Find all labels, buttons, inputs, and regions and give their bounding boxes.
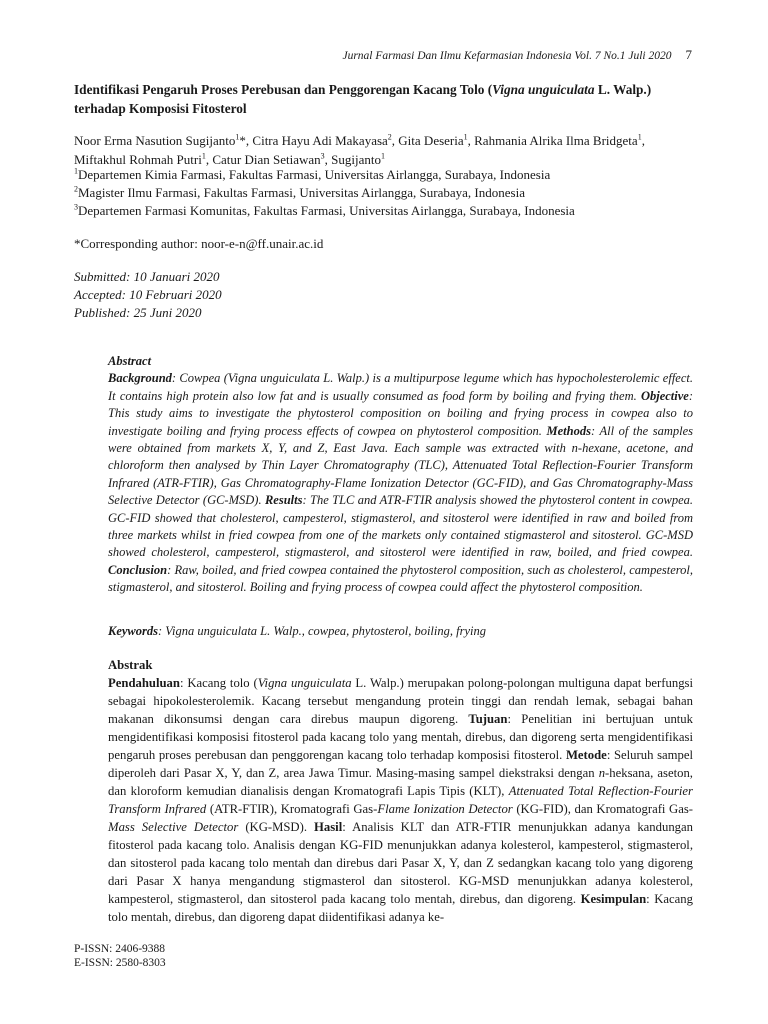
p-issn: P-ISSN: 2406-9388 — [74, 943, 166, 955]
kesimpulan-label: Kesimpulan — [580, 892, 647, 906]
affiliation: $^3$Departemen Farmasi Komunitas, Fakultas Farmasi, Universitas Airlangga, Surabaya, Indonesia — [74, 202, 575, 218]
author: Rahmania Alrika Ilma Bridgeta$^1$, — [474, 132, 645, 148]
abstrak-id — [108, 656, 693, 926]
title-text-end: L. Walp.) terhadap Komposisi Fitosterol — [74, 82, 652, 116]
keywords — [108, 623, 693, 640]
e-issn: E-ISSN: 2580-8303 — [74, 957, 166, 969]
affiliation: $^1$Departemen Kimia Farmasi, Fakultas Farmasi, Universitas Airlangga, Surabaya, Indonesia — [74, 166, 551, 182]
published-date: Published: 25 Juni 2020 — [74, 305, 202, 320]
keywords-text: : Vigna unguiculata L. Walp., cowpea, phytosterol, boiling, frying — [158, 624, 486, 638]
metode-msd: Mass Selective Detector — [108, 820, 239, 834]
pendahuluan-species: Vigna unguiculata — [257, 676, 352, 690]
results-label: Results — [264, 493, 303, 508]
objective-label: Objective — [640, 388, 689, 403]
tujuan-text: : Penelitian ini bertujuan untuk mengidentifikasi komposisi fitosterol pada kacang tolo yang mentah, direbus, dan digoreng serta mengidentifikasi pengaruh proses perebusan dan penggorengan kacang tolo terhadap komposisi fitosterol. — [108, 712, 693, 762]
pendahuluan-label: Pendahuluan — [108, 676, 180, 690]
affiliation: $^2$Magister Ilmu Farmasi, Fakultas Farmasi, Universitas Airlangga, Surabaya, Indonesia — [74, 184, 525, 200]
journal-name: Jurnal Farmasi Dan Ilmu Kefarmasian Indonesia Vol. 7 No.1 Juli 2020 — [342, 50, 672, 62]
title-species: Vigna unguiculata — [492, 82, 595, 97]
hasil-text: : Analisis KLT dan ATR-FTIR menunjukkan adanya kandungan fitosterol pada kacang tolo. Analisis dengan KG-FID menunjukkan adanya kolesterol, kampesterol, stigmasterol, dan sitosterol pada kacang tolo mentah dan direbus dari Pasar X, Y, dan Z sedangkan kacang tolo yang digoreng dari Pasar X hanya mengandung stigmasterol dan sitosterol. KG-MSD menunjukkan adanya kolesterol, kampesterol, stigmasterol, dan sitosterol pada kacang tolo mentah, direbus, dan digoreng. — [108, 820, 694, 906]
conclusion-text: : Raw, boiled, and fried cowpea contained the phytosterol composition, such as cholesterol, campesterol, stigmasterol, and sitosterol. Boiling and frying process of cowpea could affect the phytosterol composition. — [108, 562, 693, 595]
results-text: : The TLC and ATR-FTIR analysis showed the phytosterol content in cowpea. GC-FID showed that cholesterol, campesterol, stigmasterol, and sitosterol were identified in raw and boiled from three markets whilst in fried cowpea from one of the markets only contained stigmasterol and sitosterol. GC-MSD showed cholesterol, campesterol, stigmasterol, and sitosterol were identified in raw, boiled, and fried cowpea. — [108, 493, 694, 560]
author: Catur Dian Setiawan$^3$, — [212, 151, 332, 167]
methods-label: Methods — [546, 423, 591, 438]
author: Miftakhul Rohmah Putri$^1$, — [74, 151, 213, 167]
paper-title — [74, 80, 694, 118]
submitted-date: Submitted: 10 Januari 2020 — [74, 269, 220, 284]
tujuan-label: Tujuan — [468, 712, 508, 726]
hasil-label: Hasil — [314, 820, 343, 834]
metode-label: Metode — [565, 748, 607, 762]
metode-text-d: (KG-FID), dan Kromatografi Gas- — [512, 802, 693, 816]
abstrak-heading: Abstrak — [108, 658, 153, 672]
author: Sugijanto$^1$ — [331, 151, 385, 167]
metode-atr: Attenuated Total Reflection-Fourier Transform Infrared — [108, 784, 693, 816]
abstract-en — [108, 353, 693, 597]
author: Citra Hayu Adi Makayasa$^2$, — [252, 132, 399, 148]
objective-text: : This study aims to investigate the phytosterol composition on boiling and frying process in cowpea also to investigate boiling and frying process effects of cowpea on phytosterol composition. — [108, 388, 694, 438]
abstract-heading: Abstract — [108, 354, 152, 368]
metode-n: n — [598, 766, 606, 780]
running-header — [0, 47, 692, 63]
keywords-label: Keywords — [108, 624, 158, 638]
metode-text: : Seluruh sampel diperoleh dari Pasar X, Y, dan Z, area Jawa Timur. Masing-masing sampel diekstraksi dengan — [108, 748, 694, 780]
title-text: Identifikasi Pengaruh Proses Perebusan dan Penggorengan Kacang Tolo ( — [74, 82, 493, 97]
background-text: : Cowpea (Vigna unguiculata L. Walp.) is a multipurpose legume which has hypocholesterolemic effect. It contains high protein also low fat and is usually consumed as food form by boiling and frying them. — [108, 371, 693, 403]
pendahuluan-text-cont: L. Walp.) merupakan polong-polongan multiguna dapat berfungsi sebagai hipokolesterolemik. Kacang tersebut mengandung protein tinggi dan rendah lemak, sebagai bahan makanan dikonsumsi dengan cara direbus maupun digoreng. — [108, 676, 693, 726]
metode-text-e: (KG-MSD). — [238, 820, 307, 834]
metode-fid: Flame Ionization Detector — [377, 802, 513, 816]
page-number: 7 — [685, 47, 692, 62]
accepted-date: Accepted: 10 Februari 2020 — [74, 287, 222, 302]
author-list — [74, 132, 694, 169]
metode-text-b: -heksana, aseton, dan kloroform kemudian dianalisis dengan Kromatografi Lapis Tipis (KLT), — [108, 766, 693, 798]
author: Noor Erma Nasution Sugijanto$^1$*, — [74, 132, 253, 148]
kesimpulan-text: : Kacang tolo mentah, direbus, dan digoreng dapat diidentifikasi adanya ke- — [108, 892, 693, 924]
methods-text: : All of the samples were obtained from markets X, Y, and Z, East Java. Each sample was extracted with n-hexane, acetone, and chloroform then analysed by Thin Layer Chromatography (TLC), Attenuated Total Reflection-Fourier Transform Infrared (ATR-FTIR), Gas Chromatography-Flame Ionization Detector (GC-FID), and Gas Chromatography-Mass Selective Detector (GC-MSD). — [108, 423, 694, 508]
conclusion-label: Conclusion — [108, 562, 168, 577]
author: Gita Deseria$^1$, — [398, 132, 475, 148]
background-label: Background — [108, 371, 172, 386]
pendahuluan-text: : Kacang tolo ( — [179, 676, 258, 690]
corresponding-author: *Corresponding author: noor-e-n@ff.unair.ac.id — [74, 236, 324, 251]
footer-issn — [74, 942, 166, 970]
metode-text-c: (ATR-FTIR), Kromatografi Gas- — [206, 802, 378, 816]
